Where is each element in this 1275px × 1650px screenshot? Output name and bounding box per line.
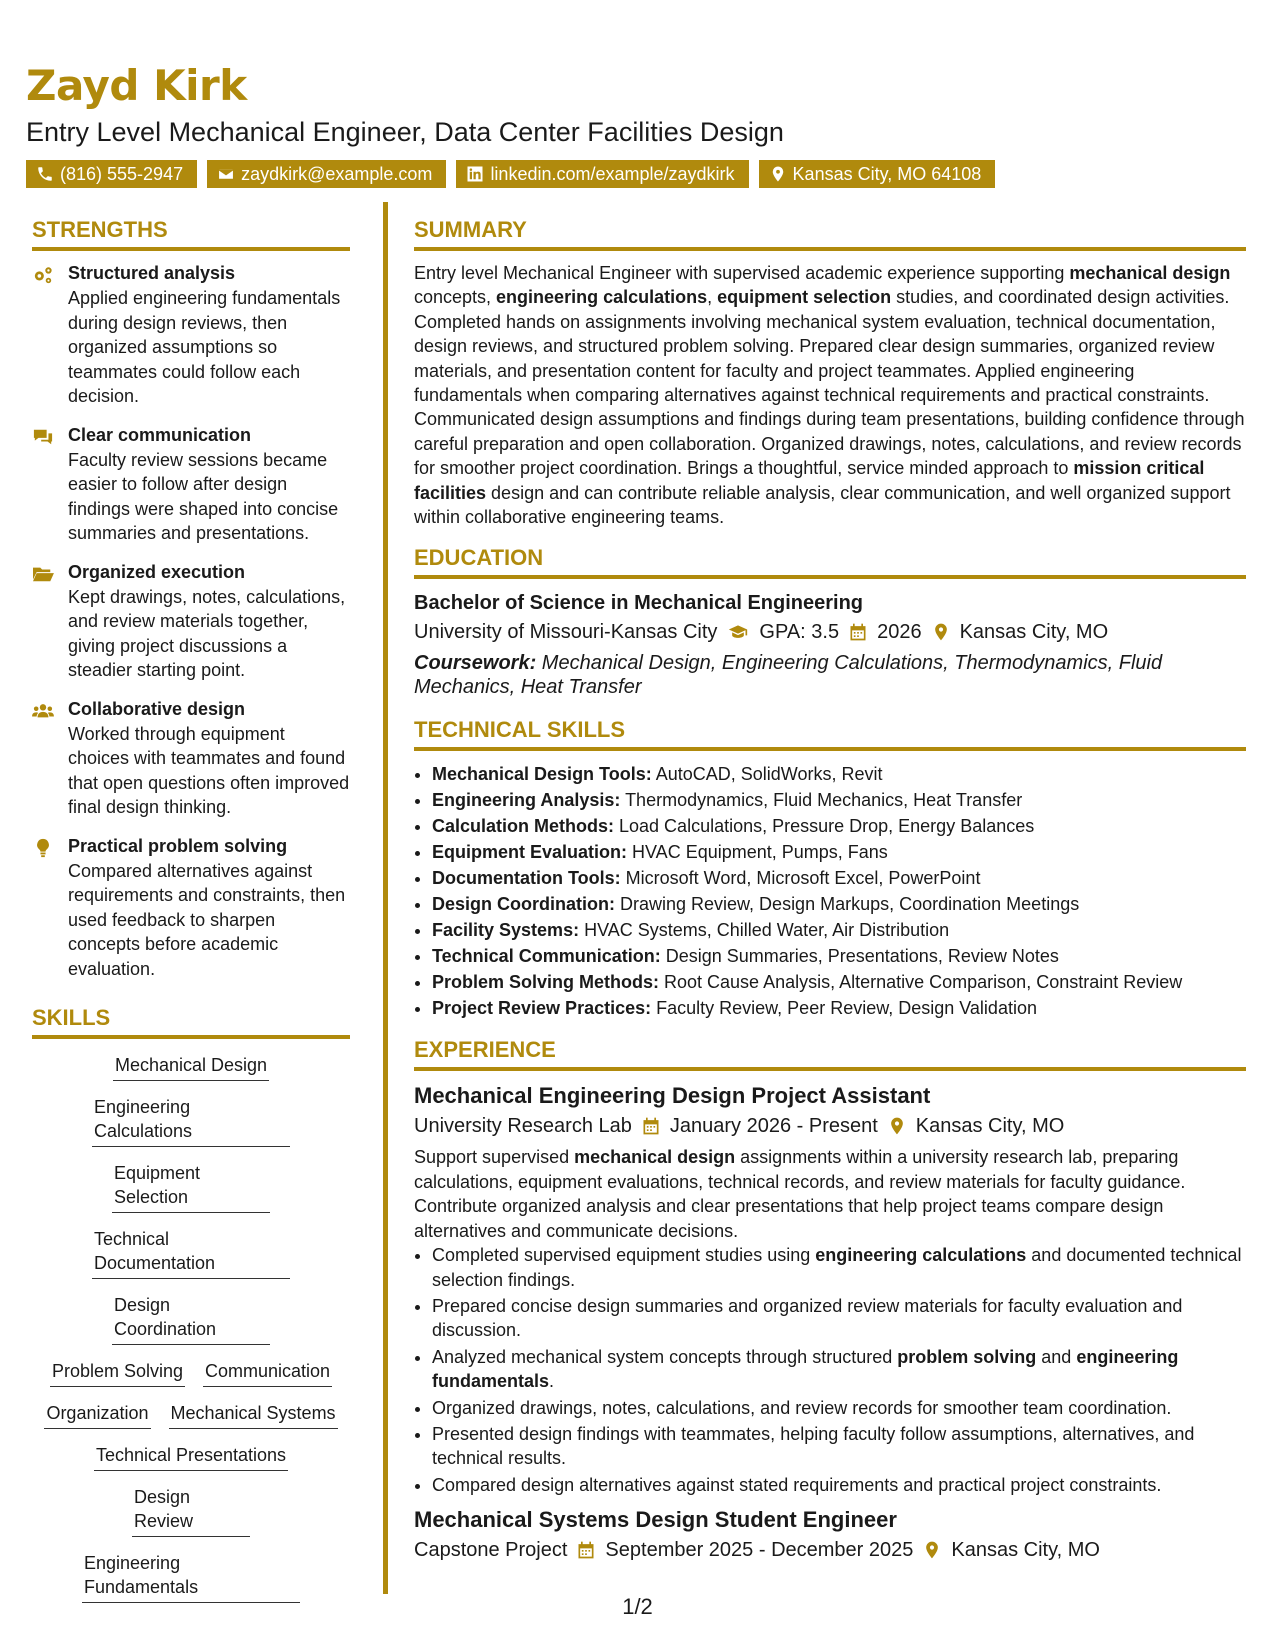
strength-desc: Applied engineering fundamentals during design reviews, then organized assumptions so teammates could follow each decision. [68,288,341,406]
contact-text: (816) 555-2947 [60,164,184,184]
contact-bar [26,160,1256,188]
strength-desc: Faculty review sessions became easier to follow after design findings were shaped into concise summaries and presentations. [68,449,339,543]
strength-desc: Compared alternatives against requirements and constraints, then used feedback to sharpen concepts before academic evaluation. [68,860,346,979]
list-item [432,813,1246,839]
skills-heading: SKILLS [32,1003,350,1039]
skill-value: HVAC Equipment, Pumps, Fans [627,842,888,863]
job-entry [414,1505,1246,1565]
school-location: Kansas City, MO [959,621,1109,644]
calendar-icon [576,1540,596,1560]
phone-icon [36,165,54,183]
list-item: • Analyzed mechanical system concepts through structured problem solving and engineering fundamentals. [432,1345,1246,1394]
candidate-name: Zayd Kirk [26,61,247,110]
map-pin-icon [931,622,951,642]
strength-title: Clear communication [68,424,252,445]
list-item [432,787,1246,813]
job-location: Kansas City, MO [951,1539,1100,1562]
technical-skills-list [414,761,1246,1021]
list-item: • Prepared concise design summaries and organized review materials for faculty evaluation and discussion. [432,1294,1246,1343]
summary-text: Entry level Mechanical Engineer with supervised academic experience supporting mechanical design concepts, engineering calculations, equipment selection studies, and coordinated design activities. Completed hands on assignments involving mechanical system evaluation, technical documentation, design reviews, and structured problem solving. Prepared clear design summaries, organized review materials, and presentation content for faculty and project teammates. Applied engineering fundamentals when comparing alternatives against technical requirements and practical constraints. Communicated design assumptions and findings during team presentations, building confidence through careful preparation and open collaboration. Organized drawings, notes, calculations, and review records for smoother project coordination. Brings a thoughtful, service minded approach to mission critical facilities design and can contribute reliable analysis, clear communication, and well organized support within collaborative engineering teams. [414,263,1245,528]
skill-value: Load Calculations, Pressure Drop, Energy Balances [614,816,1035,837]
strength-title: Collaborative design [68,698,246,719]
users-icon [32,701,54,721]
list-item [432,969,1246,995]
skill-label: Mechanical Design Tools: [432,764,652,785]
skill-tag: Design Review [132,1485,250,1537]
calendar-icon [848,622,868,642]
list-item [432,865,1246,891]
folder-open-icon [32,564,54,584]
strength-title: Organized execution [68,561,246,582]
left-column [32,215,350,1603]
coursework-list: Mechanical Design, Engineering Calculations, Thermodynamics, Fluid Mechanics, Heat Transfer [414,652,1163,699]
strength-item [32,261,350,409]
linkedin-icon [466,165,484,183]
school-name: University of Missouri-Kansas City [414,621,718,644]
calendar-icon [641,1116,661,1136]
skill-tag: Engineering Fundamentals [82,1551,300,1603]
skill-tag: Organization [44,1401,150,1429]
graduation-year: 2026 [877,621,922,644]
contact-location [759,160,996,188]
skill-value: Thermodynamics, Fluid Mechanics, Heat Transfer [620,790,1023,811]
skill-label: Design Coordination: [432,894,615,915]
skill-tag: Communication [203,1359,332,1387]
list-item [432,943,1246,969]
degree-title: Bachelor of Science in Mechanical Engineering [414,592,864,615]
skill-value: AutoCAD, SolidWorks, Revit [651,764,883,785]
job-org: University Research Lab [414,1115,632,1138]
job-org: Capstone Project [414,1539,568,1562]
list-item [432,891,1246,917]
skill-tag: Mechanical Design [113,1053,269,1081]
skill-label: Engineering Analysis: [432,790,621,811]
education-heading: EDUCATION [414,543,1246,579]
job-entry [414,1081,1246,1497]
skill-value: Microsoft Word, Microsoft Excel, PowerPoint [620,868,981,889]
right-column [414,215,1246,1565]
list-item: • Compared design alternatives against stated requirements and practical project constraints. [432,1473,1246,1497]
contact-text: linkedin.com/example/zaydkirk [490,164,735,184]
job-dates: September 2025 - December 2025 [605,1539,914,1562]
summary-heading: SUMMARY [414,215,1246,251]
contact-text: Kansas City, MO 64108 [792,164,982,184]
coursework [414,651,1246,699]
map-pin-icon [922,1540,942,1560]
list-item: • Organized drawings, notes, calculations, and review records for smoother team coordination. [432,1396,1246,1420]
envelope-icon [217,165,235,183]
skill-label: Facility Systems: [432,920,580,941]
contact-email[interactable] [207,160,446,188]
graduation-cap-icon [726,622,750,642]
contact-text: zaydkirk@example.com [241,164,433,184]
list-item: • Completed supervised equipment studies using engineering calculations and documented technical selection findings. [432,1243,1246,1292]
skill-value: HVAC Systems, Chilled Water, Air Distribution [579,920,950,941]
job-bullets [414,1243,1246,1497]
gears-icon [32,265,54,285]
candidate-title: Entry Level Mechanical Engineer, Data Center Facilities Design [26,117,784,147]
skill-value: Drawing Review, Design Markups, Coordination Meetings [615,894,1080,915]
contact-linkedin[interactable] [456,160,748,188]
strength-title: Structured analysis [68,263,236,283]
skill-tag: Technical Presentations [94,1443,288,1471]
strength-item [32,560,350,683]
page-number: 1/2 [622,1594,653,1619]
skill-tag: Technical Documentation [92,1227,290,1279]
strength-title: Practical problem solving [68,835,288,856]
job-location: Kansas City, MO [915,1115,1065,1138]
strength-desc: Worked through equipment choices with teammates and found that open questions often improved final design thinking. [68,723,350,817]
strength-item [32,834,350,982]
skill-label: Calculation Methods: [432,816,615,837]
resume-header [26,60,1256,188]
list-item [432,995,1246,1021]
skill-tag: Design Coordination [112,1293,270,1345]
skill-label: Equipment Evaluation: [432,842,628,863]
skill-label: Documentation Tools: [432,868,621,889]
job-dates: January 2026 - Present [669,1115,878,1138]
strength-item [32,697,350,820]
contact-phone[interactable] [26,160,197,188]
skill-tag: Mechanical Systems [169,1401,338,1429]
strength-desc: Kept drawings, notes, calculations, and review materials together, giving project discussions a steadier starting point. [68,586,346,680]
job-title: Mechanical Engineering Design Project Assistant [414,1083,931,1109]
coursework-label: Coursework: [414,652,537,675]
map-pin-icon [769,165,787,183]
skill-tag: Problem Solving [50,1359,185,1387]
strengths-heading: STRENGTHS [32,215,350,251]
skills-list [32,1053,350,1603]
skill-tag: Equipment Selection [112,1161,270,1213]
skill-value: Faculty Review, Peer Review, Design Validation [651,998,1037,1019]
technical-skills-heading: TECHNICAL SKILLS [414,715,1246,751]
job-meta [414,1535,1246,1565]
skill-label: Technical Communication: [432,946,661,967]
map-pin-icon [887,1116,907,1136]
skill-tag: Engineering Calculations [92,1095,290,1147]
list-item [432,839,1246,865]
education-meta [414,617,1246,647]
skill-label: Project Review Practices: [432,998,652,1019]
list-item [432,917,1246,943]
list-item [432,761,1246,787]
column-divider [383,202,388,1594]
experience-heading: EXPERIENCE [414,1035,1246,1071]
job-title: Mechanical Systems Design Student Engineer [414,1507,897,1533]
lightbulb-icon [32,838,54,858]
list-item: • Presented design findings with teammates, helping faculty follow assumptions, alternatives, and technical results. [432,1422,1246,1471]
skill-label: Problem Solving Methods: [432,972,660,993]
gpa: GPA: 3.5 [759,621,840,644]
skill-value: Root Cause Analysis, Alternative Comparison, Constraint Review [659,972,1183,993]
job-description: Support supervised mechanical design assignments within a university research lab, preparing calculations, equipment evaluations, technical records, and review materials for faculty guidance. Contribute organized analysis and clear presentations that help project teams compare design alternatives and communicate decisions. [414,1147,1186,1241]
comments-icon [32,427,54,447]
skill-value: Design Summaries, Presentations, Review Notes [660,946,1059,967]
job-meta [414,1111,1246,1141]
strength-item [32,423,350,546]
